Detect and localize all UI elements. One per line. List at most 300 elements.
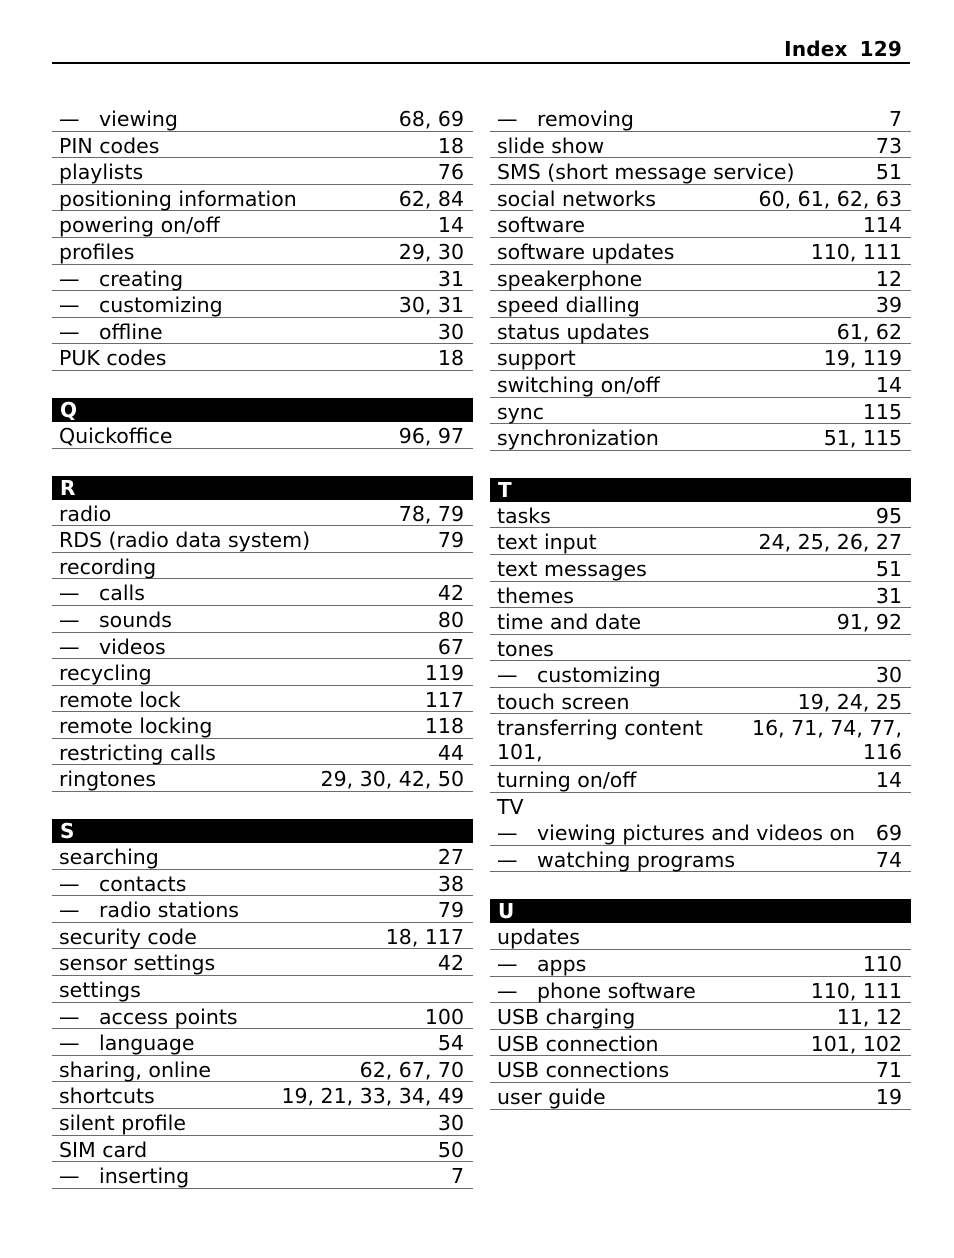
subentry-dash: — (59, 107, 80, 131)
index-entry (52, 923, 473, 950)
index-term-text: switching on/off (497, 372, 660, 397)
index-term-text: settings (59, 978, 141, 1003)
index-entry (490, 132, 911, 159)
index-term (497, 238, 674, 266)
index-page-numbers: 44 (437, 740, 464, 765)
index-term-text: USB connections (497, 1058, 670, 1083)
section-letter-header (490, 899, 911, 923)
index-term-text: radio stations (99, 898, 239, 923)
index-term (497, 555, 647, 583)
index-term-text: customizing (537, 663, 661, 688)
index-term (59, 500, 111, 528)
index-term (497, 950, 586, 978)
index-term (59, 1136, 147, 1164)
index-term (59, 579, 145, 607)
index-entry (52, 1136, 473, 1163)
index-page-numbers: 117 (424, 687, 464, 712)
index-term-text: radio (59, 501, 112, 526)
index-entry (490, 688, 911, 715)
index-entry (490, 766, 911, 793)
index-term-text: sync (497, 399, 545, 424)
index-entry (52, 211, 473, 238)
index-entry (490, 1056, 911, 1083)
index-term (59, 1056, 211, 1084)
index-term-text: PUK codes (59, 346, 167, 371)
index-entry (52, 870, 473, 897)
index-entry (52, 686, 473, 713)
index-page-numbers: 30, 31 (398, 293, 464, 318)
index-page-numbers: 39 (875, 293, 902, 318)
index-page-numbers: 101, 102 (810, 1031, 902, 1056)
index-entry (490, 502, 911, 529)
index-term-text: offline (99, 319, 163, 344)
subentry-dash: — (59, 898, 80, 923)
index-term-text: tones (497, 636, 554, 661)
index-entry (490, 635, 911, 662)
index-page-numbers: 14 (875, 767, 902, 792)
index-term-text: RDS (radio data system) (59, 528, 311, 553)
index-entry (490, 793, 911, 820)
index-entry (490, 950, 911, 977)
index-page-numbers: 60, 61, 62, 63 (758, 186, 902, 211)
index-entry (52, 105, 473, 132)
index-term-text: security code (59, 924, 197, 949)
index-page-numbers: 7 (450, 1164, 464, 1189)
index-term (497, 582, 574, 610)
index-entry (52, 553, 473, 580)
index-page-numbers: 19 (875, 1084, 902, 1109)
subentry-dash: — (59, 871, 80, 896)
index-term-text: sharing, online (59, 1057, 211, 1082)
index-page-numbers: 76 (437, 160, 464, 185)
index-term-text: playlists (59, 160, 144, 185)
section-letter-header (52, 476, 473, 500)
index-term-text: creating (99, 266, 184, 291)
index-page-numbers: 14 (875, 372, 902, 397)
index-term-text: USB connection (497, 1031, 659, 1056)
index-entry (490, 1003, 911, 1030)
index-term-text: speed dialling (497, 293, 640, 318)
index-term (497, 158, 795, 186)
index-term (59, 291, 223, 319)
index-term (59, 633, 166, 661)
index-term (59, 739, 216, 767)
index-term (59, 344, 166, 372)
index-term-text: software (497, 213, 586, 238)
index-page-numbers: 19, 21, 33, 34, 49 (281, 1084, 464, 1109)
index-page-numbers: 51 (875, 160, 902, 185)
section-gap (490, 451, 911, 478)
index-term-text: positioning information (59, 186, 297, 211)
index-term (497, 344, 576, 372)
section-gap (52, 792, 473, 819)
index-page-numbers: 79 (437, 898, 464, 923)
index-entry (52, 238, 473, 265)
index-page-numbers: 14 (437, 213, 464, 238)
index-page-numbers: 27 (437, 845, 464, 870)
index-page-numbers: 54 (437, 1031, 464, 1056)
index-term (59, 659, 152, 687)
index-term (497, 1030, 659, 1058)
index-term-text: remote lock (59, 687, 181, 712)
index-page-numbers: 118 (424, 714, 464, 739)
index-page-numbers: 7 (888, 107, 902, 131)
index-term (59, 1029, 194, 1057)
index-entry (52, 291, 473, 318)
index-page-numbers: 62, 67, 70 (359, 1057, 464, 1082)
index-term-text: PIN codes (59, 133, 160, 158)
index-entry (490, 158, 911, 185)
index-term (497, 502, 551, 530)
index-term-text: Quickoffice (59, 423, 173, 448)
index-page-numbers: 29, 30 (398, 239, 464, 264)
index-page-numbers: 51 (875, 556, 902, 581)
index-entry (52, 712, 473, 739)
index-term-text: restricting calls (59, 740, 216, 765)
index-entry (490, 371, 911, 398)
index-entry (490, 265, 911, 292)
index-term-text: sensor settings (59, 951, 216, 976)
index-term-text: inserting (99, 1164, 190, 1189)
index-entry (490, 555, 911, 582)
index-page-numbers: 115 (862, 399, 902, 424)
index-page-numbers: 69 (875, 821, 902, 846)
index-term (59, 870, 186, 898)
index-term-text: language (99, 1031, 195, 1056)
index-term (497, 1003, 635, 1031)
index-entry (52, 739, 473, 766)
index-entry (52, 158, 473, 185)
index-entry (52, 976, 473, 1003)
index-entry (52, 185, 473, 212)
index-term (59, 1109, 186, 1137)
index-term (497, 291, 640, 319)
index-term (497, 132, 604, 160)
index-term-text: phone software (537, 978, 696, 1003)
index-term (497, 371, 660, 399)
index-entry (52, 422, 473, 449)
index-page-numbers: 62, 84 (398, 186, 464, 211)
index-entry (52, 1003, 473, 1030)
index-term (497, 1083, 606, 1111)
section-letter: Q (60, 397, 78, 422)
index-term (497, 977, 696, 1005)
section-letter-header (52, 819, 473, 843)
section-letter-header (52, 398, 473, 422)
header-title (784, 36, 902, 62)
subentry-dash: — (497, 107, 518, 131)
index-term (59, 686, 181, 714)
index-entry (52, 843, 473, 870)
index-term-text: recycling (59, 661, 152, 686)
subentry-dash: — (59, 293, 80, 318)
index-page-numbers: 12 (875, 266, 902, 291)
header-page-number: 129 (859, 37, 902, 61)
index-page-numbers: 19, 24, 25 (797, 689, 902, 714)
index-term-text: synchronization (497, 426, 659, 451)
header-section: Index (784, 37, 848, 61)
index-page-numbers: 19, 119 (823, 346, 902, 371)
subentry-dash: — (59, 1004, 80, 1029)
subentry-dash: — (497, 978, 518, 1003)
index-term (59, 1003, 238, 1031)
index-term (497, 846, 735, 874)
index-page-numbers: 71 (875, 1058, 902, 1083)
index-term-text: turning on/off (497, 767, 637, 792)
index-term-text: silent profile (59, 1111, 186, 1135)
index-term (59, 238, 134, 266)
subentry-dash: — (59, 581, 80, 606)
index-term (59, 318, 163, 346)
index-entry (490, 608, 911, 635)
section-gap (52, 371, 473, 398)
index-term (497, 608, 641, 636)
index-entry (490, 923, 911, 950)
index-page-continuation: 101, (497, 740, 543, 765)
index-entry (52, 1056, 473, 1083)
index-page-numbers: 79 (437, 528, 464, 553)
index-page-numbers: 18, 117 (385, 924, 464, 949)
index-term-text: user guide (497, 1084, 606, 1109)
index-entry (490, 714, 911, 766)
index-term-text: text messages (497, 556, 647, 581)
index-entry (490, 977, 911, 1004)
index-term-text: videos (99, 634, 166, 659)
index-page-numbers: 51, 115 (823, 426, 902, 451)
index-term (59, 976, 141, 1004)
index-column-right (490, 105, 911, 1110)
index-term-text: tasks (497, 503, 551, 528)
subentry-dash: — (497, 847, 518, 872)
index-term-text: access points (99, 1004, 238, 1029)
index-term (497, 819, 855, 847)
index-term (497, 688, 630, 716)
index-entry (490, 1083, 911, 1110)
index-page-numbers: 96, 97 (398, 423, 464, 448)
index-term-text: updates (497, 925, 580, 950)
index-term (59, 843, 159, 871)
index-page-numbers: 114 (862, 213, 902, 238)
index-entry (490, 344, 911, 371)
index-term-text: recording (59, 554, 157, 579)
index-term (59, 105, 178, 133)
index-term (59, 949, 215, 977)
index-term-text: ringtones (59, 767, 156, 792)
index-entry (52, 633, 473, 660)
index-page-numbers: 91, 92 (836, 610, 902, 635)
index-entry (490, 846, 911, 873)
index-entry (52, 344, 473, 371)
index-page-numbers: 38 (437, 871, 464, 896)
index-term-text: viewing (99, 107, 178, 131)
index-entry (490, 211, 911, 238)
index-term-text: calls (99, 581, 145, 606)
index-term (497, 398, 544, 426)
index-term (59, 553, 156, 581)
index-term (497, 105, 634, 133)
index-term-text: searching (59, 845, 159, 870)
section-gap (52, 449, 473, 476)
index-term-text: remote locking (59, 714, 213, 739)
index-term-text: support (497, 346, 576, 371)
index-entry (490, 1030, 911, 1057)
index-term (497, 211, 585, 239)
subentry-dash: — (497, 951, 518, 976)
index-term-text: sounds (99, 607, 172, 632)
index-entry (490, 398, 911, 425)
index-term-text: social networks (497, 186, 656, 211)
index-term (59, 132, 159, 160)
index-term-text: removing (537, 107, 634, 131)
index-entry (52, 526, 473, 553)
index-term-text: USB charging (497, 1005, 636, 1030)
index-term (59, 896, 239, 924)
index-term-text: SIM card (59, 1137, 148, 1162)
index-term (497, 528, 597, 556)
index-entry (52, 1082, 473, 1109)
subentry-dash: — (59, 266, 80, 291)
index-page-numbers: 30 (437, 1111, 464, 1135)
index-term (59, 606, 172, 634)
index-term-text: contacts (99, 871, 187, 896)
index-page-numbers: 119 (424, 661, 464, 686)
index-term (497, 923, 580, 951)
index-term (59, 765, 156, 793)
index-term-text: time and date (497, 610, 642, 635)
section-letter-header (490, 478, 911, 502)
index-entry (490, 819, 911, 846)
subentry-dash: — (59, 1031, 80, 1056)
subentry-dash: — (59, 634, 80, 659)
page-header (52, 36, 910, 64)
subentry-dash: — (59, 607, 80, 632)
index-term-text: transferring content (497, 716, 703, 741)
index-term-text: status updates (497, 319, 650, 344)
index-entry (52, 659, 473, 686)
index-page-numbers: 18 (437, 346, 464, 371)
index-entry (52, 579, 473, 606)
index-term (497, 318, 649, 346)
index-term-text: themes (497, 583, 574, 608)
subentry-dash: — (497, 821, 518, 846)
index-page-numbers: 100 (424, 1004, 464, 1029)
section-letter: R (60, 475, 76, 500)
index-entry (52, 765, 473, 792)
index-term-text: slide show (497, 133, 605, 158)
index-entry (52, 1029, 473, 1056)
index-page-numbers: 11, 12 (836, 1005, 902, 1030)
index-term (497, 766, 636, 794)
index-term (59, 158, 143, 186)
index-entry (52, 949, 473, 976)
index-page-numbers: 67 (437, 634, 464, 659)
index-page-numbers: 31 (437, 266, 464, 291)
index-term (497, 635, 554, 663)
section-letter: U (498, 899, 515, 924)
index-page-numbers: 24, 25, 26, 27 (758, 530, 902, 555)
index-term (59, 211, 220, 239)
index-entry (52, 318, 473, 345)
index-entry (52, 1162, 473, 1189)
index-page-numbers: 74 (875, 847, 902, 872)
index-term (59, 265, 183, 293)
index-page-numbers: 29, 30, 42, 50 (320, 767, 464, 792)
index-page-numbers-last: 116 (862, 740, 902, 765)
section-gap (490, 872, 911, 899)
index-page-numbers: 18 (437, 133, 464, 158)
index-entry (490, 185, 911, 212)
index-term-text: shortcuts (59, 1084, 155, 1109)
index-term-text: software updates (497, 239, 675, 264)
index-page-numbers: 50 (437, 1137, 464, 1162)
index-entry (490, 291, 911, 318)
index-term-text: watching programs (537, 847, 736, 872)
index-term-text: powering on/off (59, 213, 220, 238)
index-page-numbers: 30 (437, 319, 464, 344)
section-letter: T (498, 477, 512, 502)
index-page-numbers: 42 (437, 581, 464, 606)
index-entry (52, 265, 473, 292)
index-page-numbers: 31 (875, 583, 902, 608)
index-term (59, 1082, 155, 1110)
index-page-numbers: 30 (875, 663, 902, 688)
index-term-text: touch screen (497, 689, 630, 714)
index-entry (490, 318, 911, 345)
index-term-text: apps (537, 951, 587, 976)
index-term-text: viewing pictures and videos on (537, 821, 856, 846)
section-letter: S (60, 819, 75, 844)
index-term-text: text input (497, 530, 597, 555)
index-term (497, 185, 656, 213)
index-term-text: TV (497, 794, 524, 819)
index-page-numbers: 73 (875, 133, 902, 158)
index-entry (490, 424, 911, 451)
index-entry (52, 500, 473, 527)
index-entry (490, 238, 911, 265)
index-page-numbers: 95 (875, 503, 902, 528)
index-entry (52, 1109, 473, 1136)
index-term (59, 923, 197, 951)
subentry-dash: — (59, 319, 80, 344)
index-term (497, 661, 661, 689)
index-term-text: customizing (99, 293, 223, 318)
index-entry (52, 132, 473, 159)
index-entry (490, 582, 911, 609)
index-term (497, 424, 659, 452)
index-term-text: SMS (short message service) (497, 160, 795, 185)
index-term (59, 185, 297, 213)
index-page-numbers: 110 (862, 951, 902, 976)
index-page-numbers: 80 (437, 607, 464, 632)
index-term (59, 526, 310, 554)
index-term (59, 1162, 189, 1190)
index-page-numbers: 110, 111 (810, 239, 902, 264)
subentry-dash: — (59, 1164, 80, 1189)
index-term (59, 422, 172, 450)
index-term (497, 793, 524, 821)
index-entry (490, 661, 911, 688)
index-entry (490, 105, 911, 132)
index-column-left (52, 105, 473, 1189)
index-term (497, 265, 642, 293)
index-entry (52, 606, 473, 633)
index-page-numbers: 78, 79 (398, 501, 464, 526)
index-page-numbers: 110, 111 (810, 978, 902, 1003)
subentry-dash: — (497, 663, 518, 688)
index-entry (52, 896, 473, 923)
index-page-numbers: 68, 69 (398, 107, 464, 131)
index-page-numbers: 16, 71, 74, 77, (752, 716, 902, 741)
